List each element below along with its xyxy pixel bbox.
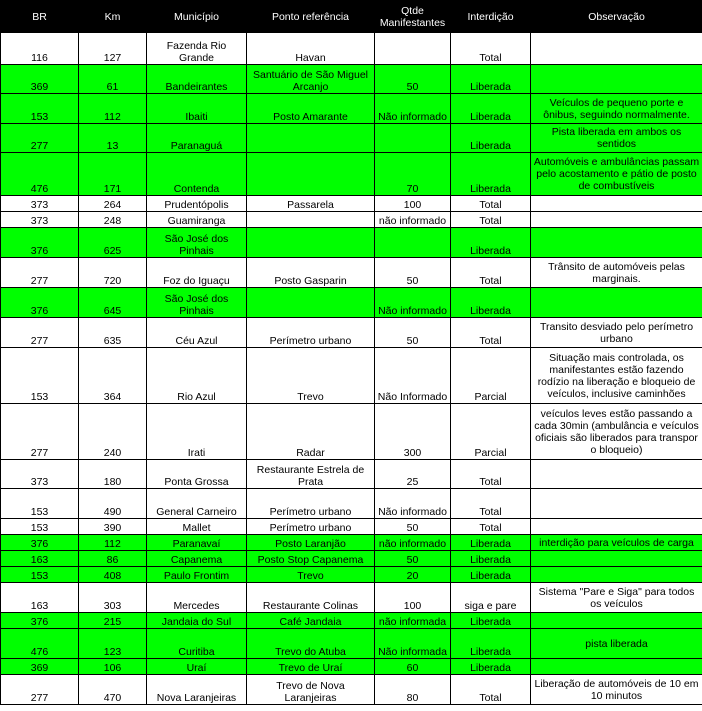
cell-qtde-manifestantes: 80	[375, 675, 451, 705]
cell-br: 376	[1, 288, 79, 318]
cell-km: 13	[79, 124, 147, 153]
cell-observacao	[531, 659, 702, 675]
cell-interdicao: Total	[451, 460, 531, 489]
cell-interdicao: Liberada	[451, 551, 531, 567]
cell-interdicao: Liberada	[451, 659, 531, 675]
cell-br: 476	[1, 629, 79, 659]
cell-municipio: Fazenda Rio Grande	[147, 33, 247, 65]
cell-observacao	[531, 228, 702, 258]
cell-ponto-referencia: Posto Gasparin	[247, 258, 375, 288]
cell-km: 171	[79, 153, 147, 196]
table-row	[1, 659, 702, 675]
table-row	[1, 153, 702, 196]
header-municipio: Município	[147, 1, 247, 33]
cell-interdicao: Liberada	[451, 124, 531, 153]
cell-br: 369	[1, 659, 79, 675]
cell-qtde-manifestantes: 70	[375, 153, 451, 196]
table-row	[1, 318, 702, 348]
cell-ponto-referencia	[247, 153, 375, 196]
cell-interdicao: Liberada	[451, 567, 531, 583]
cell-interdicao: Total	[451, 33, 531, 65]
cell-municipio: Guamiranga	[147, 212, 247, 228]
cell-municipio: Contenda	[147, 153, 247, 196]
cell-municipio: Mercedes	[147, 583, 247, 613]
cell-ponto-referencia: Posto Laranjão	[247, 535, 375, 551]
cell-interdicao: Liberada	[451, 613, 531, 629]
cell-observacao	[531, 33, 702, 65]
cell-ponto-referencia: Trevo	[247, 348, 375, 404]
cell-municipio: Nova Laranjeiras	[147, 675, 247, 705]
cell-ponto-referencia: Radar	[247, 404, 375, 460]
cell-br: 376	[1, 535, 79, 551]
table-row	[1, 675, 702, 705]
cell-observacao	[531, 65, 702, 94]
cell-km: 720	[79, 258, 147, 288]
cell-qtde-manifestantes: 100	[375, 583, 451, 613]
cell-km: 106	[79, 659, 147, 675]
cell-observacao	[531, 551, 702, 567]
table-row	[1, 519, 702, 535]
cell-qtde-manifestantes: não informado	[375, 212, 451, 228]
cell-interdicao: Parcial	[451, 404, 531, 460]
cell-qtde-manifestantes	[375, 33, 451, 65]
cell-ponto-referencia: Havan	[247, 33, 375, 65]
header-km: Km	[79, 1, 147, 33]
cell-municipio: Paranavaí	[147, 535, 247, 551]
cell-ponto-referencia	[247, 228, 375, 258]
cell-municipio: Paulo Frontim	[147, 567, 247, 583]
cell-interdicao: Liberada	[451, 228, 531, 258]
cell-municipio: Céu Azul	[147, 318, 247, 348]
table-row	[1, 258, 702, 288]
cell-km: 645	[79, 288, 147, 318]
cell-km: 264	[79, 196, 147, 212]
cell-municipio: General Carneiro	[147, 489, 247, 519]
cell-observacao: Situação mais controlada, os manifestantes estão fazendo rodízio na liberação e bloqueio de veículos, inclusive caminhões	[531, 348, 702, 404]
cell-km: 180	[79, 460, 147, 489]
cell-ponto-referencia: Restaurante Colinas	[247, 583, 375, 613]
cell-interdicao: Liberada	[451, 288, 531, 318]
table-row	[1, 196, 702, 212]
cell-br: 153	[1, 567, 79, 583]
cell-municipio: Jandaia do Sul	[147, 613, 247, 629]
cell-ponto-referencia: Santuário de São Miguel Arcanjo	[247, 65, 375, 94]
cell-ponto-referencia: Trevo de Uraí	[247, 659, 375, 675]
cell-municipio: Ibaiti	[147, 94, 247, 124]
table-row	[1, 583, 702, 613]
cell-ponto-referencia: Trevo	[247, 567, 375, 583]
cell-municipio: Mallet	[147, 519, 247, 535]
cell-qtde-manifestantes: Não Informado	[375, 348, 451, 404]
cell-qtde-manifestantes: 25	[375, 460, 451, 489]
cell-ponto-referencia: Posto Stop Capanema	[247, 551, 375, 567]
cell-qtde-manifestantes: 100	[375, 196, 451, 212]
cell-km: 215	[79, 613, 147, 629]
cell-interdicao: Liberada	[451, 94, 531, 124]
cell-observacao	[531, 288, 702, 318]
cell-municipio: Irati	[147, 404, 247, 460]
table-row	[1, 94, 702, 124]
table-row	[1, 65, 702, 94]
cell-observacao	[531, 460, 702, 489]
cell-br: 116	[1, 33, 79, 65]
cell-km: 61	[79, 65, 147, 94]
cell-observacao	[531, 489, 702, 519]
cell-qtde-manifestantes: 50	[375, 65, 451, 94]
cell-interdicao: Total	[451, 318, 531, 348]
cell-ponto-referencia	[247, 124, 375, 153]
cell-qtde-manifestantes	[375, 228, 451, 258]
table-row	[1, 535, 702, 551]
cell-br: 376	[1, 228, 79, 258]
cell-observacao	[531, 212, 702, 228]
cell-interdicao: Total	[451, 489, 531, 519]
table-row	[1, 124, 702, 153]
cell-interdicao: siga e pare	[451, 583, 531, 613]
cell-observacao: Sistema "Pare e Siga" para todos os veículos	[531, 583, 702, 613]
cell-km: 248	[79, 212, 147, 228]
cell-observacao: pista liberada	[531, 629, 702, 659]
cell-interdicao: Liberada	[451, 629, 531, 659]
cell-br: 277	[1, 404, 79, 460]
table-row	[1, 33, 702, 65]
cell-observacao	[531, 567, 702, 583]
cell-br: 373	[1, 460, 79, 489]
cell-br: 277	[1, 318, 79, 348]
cell-ponto-referencia: Perímetro urbano	[247, 318, 375, 348]
cell-municipio: Foz do Iguaçu	[147, 258, 247, 288]
cell-qtde-manifestantes: não informado	[375, 535, 451, 551]
cell-qtde-manifestantes: não informada	[375, 613, 451, 629]
cell-qtde-manifestantes: 20	[375, 567, 451, 583]
cell-observacao: interdição para veículos de carga	[531, 535, 702, 551]
cell-observacao: Trânsito de automóveis pelas marginais.	[531, 258, 702, 288]
table-row	[1, 567, 702, 583]
header-row	[1, 1, 702, 33]
cell-interdicao: Total	[451, 212, 531, 228]
cell-km: 112	[79, 535, 147, 551]
cell-observacao: Liberação de automóveis de 10 em 10 minutos	[531, 675, 702, 705]
cell-ponto-referencia: Perímetro urbano	[247, 489, 375, 519]
cell-qtde-manifestantes: Não informado	[375, 489, 451, 519]
header-interdicao: Interdição	[451, 1, 531, 33]
cell-km: 127	[79, 33, 147, 65]
cell-observacao: Transito desviado pelo perímetro urbano	[531, 318, 702, 348]
cell-municipio: Uraí	[147, 659, 247, 675]
header-br: BR	[1, 1, 79, 33]
cell-municipio: Capanema	[147, 551, 247, 567]
table-row	[1, 348, 702, 404]
cell-municipio: Ponta Grossa	[147, 460, 247, 489]
cell-ponto-referencia: Restaurante Estrela de Prata	[247, 460, 375, 489]
cell-interdicao: Total	[451, 196, 531, 212]
cell-interdicao: Total	[451, 675, 531, 705]
cell-ponto-referencia: Trevo do Atuba	[247, 629, 375, 659]
cell-observacao: Veículos de pequeno porte e ônibus, seguindo normalmente.	[531, 94, 702, 124]
cell-km: 86	[79, 551, 147, 567]
cell-qtde-manifestantes: Não informada	[375, 629, 451, 659]
cell-br: 277	[1, 258, 79, 288]
header-qtde-manifestantes: Qtde Manifestantes	[375, 1, 451, 33]
cell-br: 373	[1, 212, 79, 228]
cell-km: 390	[79, 519, 147, 535]
cell-ponto-referencia: Café Jandaia	[247, 613, 375, 629]
cell-km: 470	[79, 675, 147, 705]
cell-observacao: veículos leves estão passando a cada 30min (ambulância e veículos oficiais são liberados para transpor o bloqueio)	[531, 404, 702, 460]
cell-municipio: Curitiba	[147, 629, 247, 659]
cell-qtde-manifestantes: 300	[375, 404, 451, 460]
table-body	[1, 33, 702, 705]
cell-ponto-referencia: Passarela	[247, 196, 375, 212]
cell-municipio: Rio Azul	[147, 348, 247, 404]
cell-ponto-referencia	[247, 212, 375, 228]
cell-interdicao: Total	[451, 258, 531, 288]
cell-km: 490	[79, 489, 147, 519]
cell-km: 408	[79, 567, 147, 583]
cell-ponto-referencia	[247, 288, 375, 318]
cell-br: 153	[1, 94, 79, 124]
cell-interdicao: Liberada	[451, 535, 531, 551]
table-row	[1, 551, 702, 567]
cell-br: 369	[1, 65, 79, 94]
cell-qtde-manifestantes: 50	[375, 519, 451, 535]
cell-qtde-manifestantes: 50	[375, 258, 451, 288]
cell-municipio: Bandeirantes	[147, 65, 247, 94]
cell-km: 112	[79, 94, 147, 124]
cell-qtde-manifestantes: 50	[375, 318, 451, 348]
cell-br: 373	[1, 196, 79, 212]
table-row	[1, 404, 702, 460]
cell-interdicao: Total	[451, 519, 531, 535]
table-row	[1, 460, 702, 489]
cell-municipio: Paranaguá	[147, 124, 247, 153]
cell-observacao	[531, 519, 702, 535]
cell-qtde-manifestantes	[375, 124, 451, 153]
cell-br: 476	[1, 153, 79, 196]
header-observacao: Observação	[531, 1, 702, 33]
cell-municipio: Prudentópolis	[147, 196, 247, 212]
cell-br: 376	[1, 613, 79, 629]
cell-observacao	[531, 196, 702, 212]
cell-interdicao: Liberada	[451, 153, 531, 196]
table-row	[1, 489, 702, 519]
cell-qtde-manifestantes: Não informado	[375, 288, 451, 318]
cell-observacao: Automóveis e ambulâncias passam pelo acostamento e pátio de posto de combustíveis	[531, 153, 702, 196]
cell-municipio: São José dos Pinhais	[147, 228, 247, 258]
cell-ponto-referencia: Perímetro urbano	[247, 519, 375, 535]
cell-ponto-referencia: Trevo de Nova Laranjeiras	[247, 675, 375, 705]
cell-qtde-manifestantes: 60	[375, 659, 451, 675]
cell-interdicao: Parcial	[451, 348, 531, 404]
cell-municipio: São José dos Pinhais	[147, 288, 247, 318]
cell-br: 277	[1, 124, 79, 153]
cell-observacao: Pista liberada em ambos os sentidos	[531, 124, 702, 153]
cell-km: 364	[79, 348, 147, 404]
cell-interdicao: Liberada	[451, 65, 531, 94]
table-row	[1, 629, 702, 659]
table-row	[1, 212, 702, 228]
header-ponto-referencia: Ponto referência	[247, 1, 375, 33]
cell-qtde-manifestantes: 50	[375, 551, 451, 567]
cell-observacao	[531, 613, 702, 629]
cell-km: 625	[79, 228, 147, 258]
cell-km: 123	[79, 629, 147, 659]
cell-km: 240	[79, 404, 147, 460]
cell-br: 163	[1, 583, 79, 613]
cell-ponto-referencia: Posto Amarante	[247, 94, 375, 124]
table-row	[1, 288, 702, 318]
cell-br: 153	[1, 348, 79, 404]
cell-km: 303	[79, 583, 147, 613]
cell-br: 153	[1, 489, 79, 519]
cell-br: 277	[1, 675, 79, 705]
cell-km: 635	[79, 318, 147, 348]
cell-qtde-manifestantes: Não informado	[375, 94, 451, 124]
table-row	[1, 228, 702, 258]
table-row	[1, 613, 702, 629]
cell-br: 153	[1, 519, 79, 535]
cell-br: 163	[1, 551, 79, 567]
